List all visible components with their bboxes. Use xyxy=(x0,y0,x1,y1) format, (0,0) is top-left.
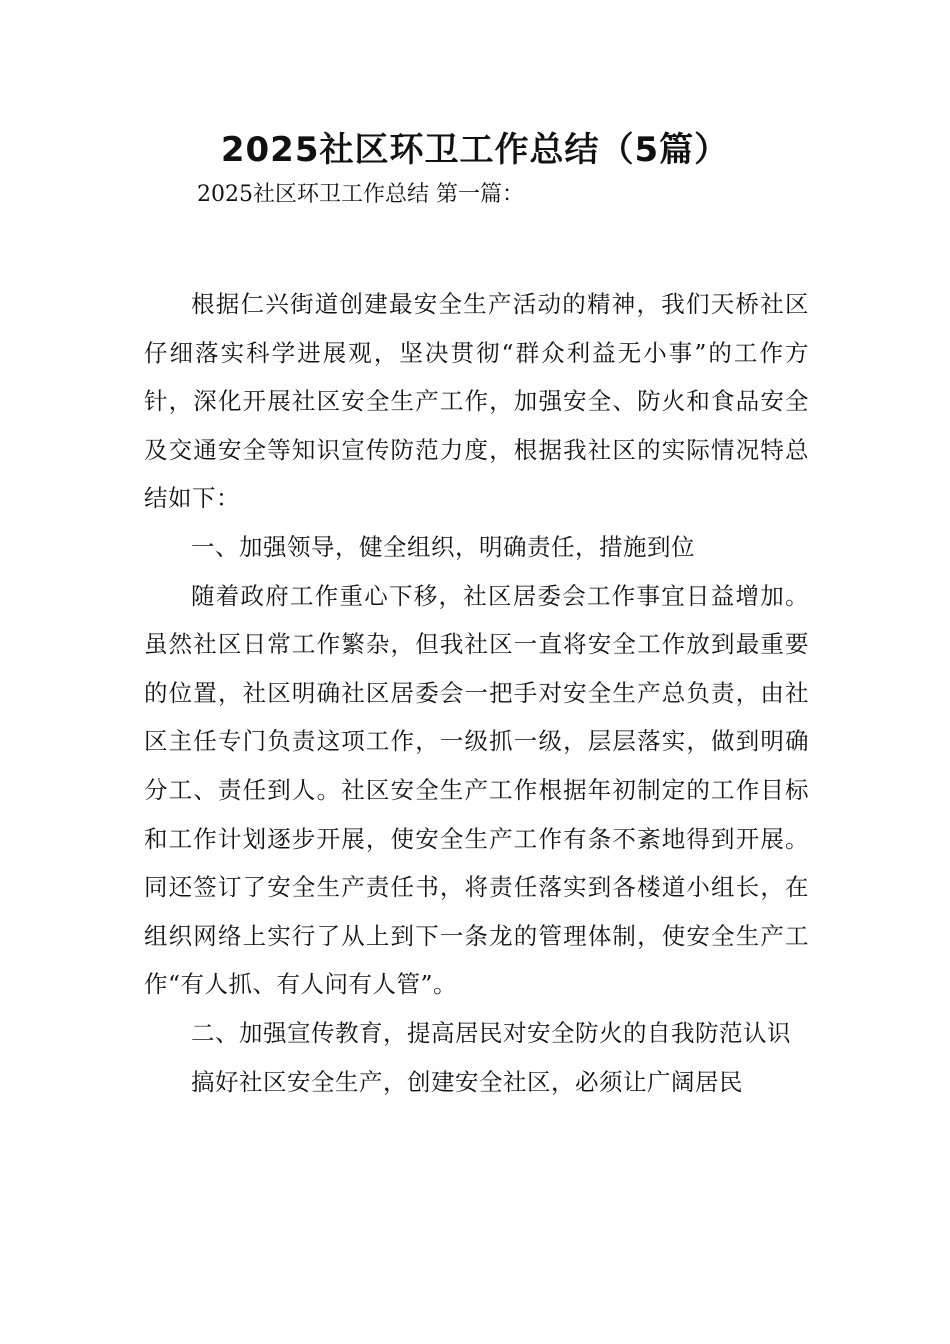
paragraph-section-1: 随着政府工作重心下移，社区居委会工作事宜日益增加。虽然社区日常工作繁杂，但我社区一直将安全工作放到最重要的位置，社区明确社区居委会一把手对安全生产总负责，由社区主任专门负责这项工作，一级抓一级，层层落实，做到明确分工、责任到人。社区安全生产工作根据年初制定的工作目标和工作计划逐步开展，使安全生产工作有条不紊地得到开展。同还签订了安全生产责任书，将责任落实到各楼道小组长，在组织网络上实行了从上到下一条龙的管理体制，使安全生产工作“有人抓、有人问有人管”。 xyxy=(144,581,809,999)
document-title: 2025社区环卫工作总结（5篇） xyxy=(220,130,730,170)
paragraph-intro: 根据仁兴街道创建最安全生产活动的精神，我们天桥社区仔细落实科学进展观，坚决贯彻“群众利益无小事”的工作方针，深化开展社区安全生产工作，加强安全、防火和食品安全及交通安全等知识宣传防范力度，根据我社区的实际情况特总结如下： xyxy=(144,290,809,513)
section-heading-2: 二、加强宣传教育，提高居民对安全防火的自我防范认识 xyxy=(191,1018,791,1047)
document-subtitle: 2025社区环卫工作总结 第一篇： xyxy=(197,182,524,207)
document-body xyxy=(144,280,809,1106)
section-heading-1: 一、加强领导，健全组织，明确责任，措施到位 xyxy=(191,532,695,561)
paragraph-section-2: 搞好社区安全生产，创建安全社区，必须让广阔居民 xyxy=(191,1067,743,1096)
